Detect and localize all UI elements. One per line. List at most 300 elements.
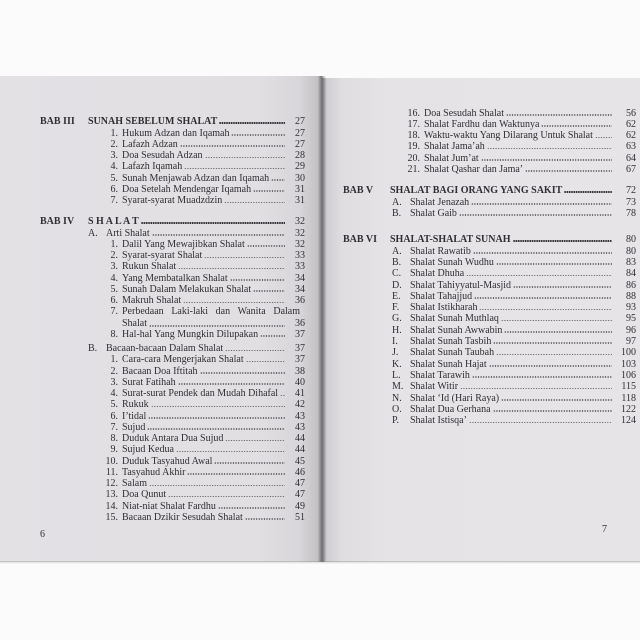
toc-chapter-row: [40, 216, 305, 227]
page-reference: 62: [626, 118, 636, 130]
toc-section-row: [343, 359, 636, 370]
leader-dots: [513, 240, 613, 242]
leader-dots: [493, 342, 612, 344]
leader-dots: [473, 252, 612, 254]
toc-item-row: [40, 411, 305, 422]
leader-dots: [506, 114, 612, 116]
item-title: Perbedaan Laki-laki dan Wanita Dalam Shalat: [122, 306, 300, 329]
leader-dots: [496, 354, 612, 356]
item-number: 10.: [105, 455, 118, 467]
page-reference: 84: [626, 268, 636, 280]
page-reference: 122: [621, 403, 636, 415]
item-title: I’tidal: [122, 410, 147, 422]
item-number: 7.: [110, 421, 118, 433]
page-reference: 31: [295, 183, 305, 195]
toc-section-row: [343, 280, 636, 291]
section-label: G.: [392, 313, 402, 325]
toc-item-row: [40, 306, 305, 329]
item-title: Sujud Kedua: [122, 444, 174, 456]
page-reference: 33: [295, 261, 305, 273]
page-number: 7: [602, 524, 607, 535]
page-reference: 115: [621, 381, 636, 393]
leader-dots: [148, 417, 285, 419]
item-number: 6.: [110, 295, 118, 307]
page-reference: 64: [626, 152, 636, 164]
toc-item-row: [40, 422, 305, 433]
item-number: 9.: [110, 444, 118, 456]
item-title: Syarat-syarat Muadzdzin: [122, 195, 223, 207]
leader-dots: [501, 320, 612, 322]
item-number: 15.: [105, 511, 118, 523]
leader-dots: [187, 473, 285, 475]
toc-item-row: [343, 130, 636, 141]
item-number: 3.: [110, 261, 118, 273]
leader-dots: [504, 331, 612, 333]
leader-dots: [178, 268, 285, 270]
item-title: Rukun Shalat: [122, 261, 177, 273]
toc-section-row: [40, 343, 305, 354]
toc-item-row: [40, 273, 305, 284]
toc-item-row: [40, 139, 305, 150]
toc-item-row: [40, 173, 305, 184]
page-reference: 44: [295, 433, 305, 445]
leader-dots: [479, 309, 612, 311]
item-title: Lafazh Adzan: [122, 138, 178, 150]
item-number: 2.: [110, 250, 118, 262]
item-number: 4.: [110, 161, 118, 173]
section-label: O.: [392, 403, 402, 415]
section-label: P.: [392, 415, 399, 427]
section-label: H.: [392, 324, 402, 336]
toc-section-row: [343, 404, 636, 415]
page-reference: 43: [295, 410, 305, 422]
leader-dots: [180, 145, 285, 147]
item-number: 2.: [110, 138, 118, 150]
page-reference: 34: [295, 272, 305, 284]
section-title: Shalat Tahajjud: [410, 290, 473, 302]
item-number: 8.: [110, 328, 118, 340]
section-label: D.: [392, 279, 402, 291]
toc-section-row: [343, 246, 636, 257]
leader-dots: [225, 440, 285, 442]
leader-dots: [469, 422, 612, 424]
page-reference: 47: [295, 478, 305, 490]
leader-dots: [253, 290, 285, 292]
page-reference: 27: [295, 127, 305, 139]
item-title: Waktu-waktu Yang Dilarang Untuk Shalat: [424, 130, 593, 142]
leader-dots: [493, 410, 612, 412]
chapter-title: SUNAH SEBELUM SHALAT: [88, 116, 218, 128]
item-number: 20.: [407, 152, 420, 164]
chapter-label: BAB V: [343, 185, 374, 197]
page-reference: 32: [295, 238, 305, 250]
leader-dots: [168, 496, 285, 498]
section-label: L.: [392, 369, 401, 381]
toc-item-row: [40, 388, 305, 399]
item-number: 13.: [105, 489, 118, 501]
item-title: Hal-hal Yang Mungkin Dilupakan: [122, 328, 259, 340]
chapter-label: BAB VI: [343, 234, 377, 246]
page-reference: 36: [295, 295, 305, 307]
page-reference: 44: [295, 444, 305, 456]
section-label: A.: [88, 227, 98, 239]
section-label: B.: [392, 207, 402, 219]
toc-section-row: [343, 381, 636, 392]
toc-section-row: [343, 313, 636, 324]
section-label: A.: [392, 196, 402, 208]
toc-item-row: [40, 295, 305, 306]
item-title: Shalat Fardhu dan Waktunya: [424, 118, 540, 130]
toc-item-row: [40, 467, 305, 478]
page-reference: 30: [295, 172, 305, 184]
item-title: Yang Membatalkan Shalat: [122, 272, 228, 284]
item-title: Sunah Dalam Melakukan Shalat: [122, 283, 252, 295]
item-number: 17.: [407, 118, 420, 130]
item-title: Syarat-syarat Shalat: [122, 250, 203, 262]
item-title: Rukuk: [122, 399, 149, 411]
item-title: Shalat Qashar dan Jama’: [424, 163, 524, 175]
toc-item-row: [40, 250, 305, 261]
item-title: Tasyahud Akhir: [122, 466, 186, 478]
leader-dots: [152, 234, 285, 236]
section-label: N.: [392, 392, 402, 404]
page-reference: 88: [626, 290, 636, 302]
item-title: Sunah Menjawab Adzan dan Iqamah: [122, 172, 270, 184]
item-title: Doa Sesudah Adzan: [122, 150, 203, 162]
section-label: K.: [392, 358, 402, 370]
leader-dots: [247, 245, 285, 247]
leader-dots: [541, 125, 612, 127]
toc-item-row: [40, 501, 305, 512]
page-reference: 63: [626, 141, 636, 153]
section-label: B.: [88, 343, 98, 355]
toc-item-row: [40, 433, 305, 444]
item-number: 1.: [110, 354, 118, 366]
toc-item-row: [343, 153, 636, 164]
toc-section-row: [343, 393, 636, 404]
toc-item-row: [40, 161, 305, 172]
leader-dots: [271, 179, 285, 181]
page-reference: 28: [295, 150, 305, 162]
section-title: Shalat Sunah Wudhu: [410, 256, 494, 268]
toc-section-row: [343, 197, 636, 208]
toc-chapter-row: [343, 185, 636, 196]
leader-dots: [151, 406, 285, 408]
section-label: B.: [392, 256, 402, 268]
toc-item-row: [343, 119, 636, 130]
item-title: Sujud: [122, 421, 146, 433]
leader-dots: [245, 518, 285, 520]
section-title: Shalat Witir: [410, 381, 459, 393]
toc-item-row: [40, 284, 305, 295]
leader-dots: [225, 350, 285, 352]
toc-item-row: [343, 164, 636, 175]
page-reference: 106: [621, 369, 636, 381]
section-title: Shalat Sunah Hajat: [410, 358, 487, 370]
toc-item-row: [40, 184, 305, 195]
page-reference: 37: [295, 343, 305, 355]
leader-dots: [204, 257, 285, 259]
toc-item-row: [40, 329, 305, 340]
toc-section-row: [343, 291, 636, 302]
item-title: Duduk Tasyahud Awal: [122, 455, 213, 467]
toc-item-row: [40, 478, 305, 489]
item-title: Surat-surat Pendek dan Mudah Dihafal: [122, 388, 279, 400]
page-reference: 41: [295, 388, 305, 400]
item-title: Niat-niat Shalat Fardhu: [122, 500, 216, 512]
toc-item-row: [40, 261, 305, 272]
item-number: 16.: [407, 107, 420, 119]
item-title: Shalat Jum’at: [424, 152, 479, 164]
leader-dots: [513, 286, 612, 288]
item-title: Hukum Adzan dan Iqamah: [122, 127, 230, 139]
page-reference: 32: [295, 216, 305, 228]
item-number: 21.: [407, 163, 420, 175]
leader-dots: [460, 388, 612, 390]
toc-item-row: [40, 195, 305, 206]
table-of-contents-right: [343, 108, 636, 427]
section-title: Shalat Dhuha: [410, 268, 465, 280]
item-number: 8.: [110, 433, 118, 445]
chapter-label: BAB IV: [40, 216, 75, 228]
leader-dots: [471, 203, 612, 205]
page-reference: 40: [295, 376, 305, 388]
leader-dots: [176, 451, 285, 453]
toc-item-row: [40, 150, 305, 161]
page-reference: 97: [626, 336, 636, 348]
item-number: 12.: [105, 478, 118, 490]
item-number: 14.: [105, 500, 118, 512]
toc-section-row: [343, 257, 636, 268]
page-reference: 83: [626, 256, 636, 268]
toc-section-row: [343, 415, 636, 426]
page-reference: 100: [621, 347, 636, 359]
section-title: Shalat Istisqa’: [410, 415, 467, 427]
leader-dots: [205, 157, 285, 159]
page-reference: 27: [295, 138, 305, 150]
item-number: 5.: [110, 399, 118, 411]
leader-dots: [219, 122, 285, 124]
toc-item-row: [40, 354, 305, 365]
section-title: Shalat Tarawih: [410, 369, 470, 381]
toc-item-row: [40, 489, 305, 500]
section-title: Shalat Gaib: [410, 207, 457, 219]
section-title: Arti Shalat: [106, 227, 150, 239]
page-reference: 103: [621, 358, 636, 370]
item-title: Makruh Shalat: [122, 295, 182, 307]
chapter-label: BAB III: [40, 116, 75, 128]
book-spine: [318, 76, 326, 562]
item-title: Surat Fatihah: [122, 376, 176, 388]
chapter-title: SHALAT-SHALAT SUNAH: [390, 234, 511, 246]
item-number: 7.: [110, 195, 118, 207]
section-title: Shalat Istikharah: [410, 302, 478, 314]
page-reference: 42: [295, 399, 305, 411]
page-edge-shadow: [0, 561, 640, 564]
toc-section-row: [343, 268, 636, 279]
leader-dots: [474, 297, 612, 299]
toc-chapter-row: [343, 234, 636, 245]
page-reference: 47: [295, 489, 305, 501]
leader-dots: [481, 159, 612, 161]
section-title: Shalat Tahiyyatul-Masjid: [410, 279, 512, 291]
page-reference: 72: [626, 185, 636, 197]
leader-dots: [147, 428, 285, 430]
item-title: Dalil Yang Mewajibkan Shalat: [122, 238, 245, 250]
item-title: Shalat Jama’ah: [424, 141, 485, 153]
item-number: 4.: [110, 272, 118, 284]
section-label: C.: [392, 268, 402, 280]
page-reference: 51: [295, 511, 305, 523]
leader-dots: [280, 395, 285, 397]
chapter-title: S H A L A T: [88, 216, 139, 228]
leader-dots: [149, 325, 285, 327]
section-title: Shalat ‘Id (Hari Raya): [410, 392, 500, 404]
toc-section-row: [343, 370, 636, 381]
item-title: Salam: [122, 478, 147, 490]
section-label: E.: [392, 290, 401, 302]
section-title: Shalat Rawatib: [410, 245, 471, 257]
leader-dots: [253, 190, 285, 192]
item-title: Bacaan Doa Iftitah: [122, 365, 198, 377]
page-reference: 49: [295, 500, 305, 512]
section-title: Shalat Sunah Taubah: [410, 347, 495, 359]
page-number: 6: [40, 529, 45, 540]
section-title: Shalat Jenazah: [410, 196, 470, 208]
page-reference: 96: [626, 324, 636, 336]
leader-dots: [459, 214, 612, 216]
section-label: J.: [392, 347, 399, 359]
item-number: 5.: [110, 172, 118, 184]
leader-dots: [231, 134, 285, 136]
toc-item-row: [40, 239, 305, 250]
toc-item-row: [40, 444, 305, 455]
section-label: F.: [392, 302, 400, 314]
leader-dots: [472, 376, 612, 378]
toc-chapter-row: [40, 116, 305, 127]
leader-dots: [466, 275, 612, 277]
leader-dots: [141, 222, 285, 224]
toc-item-row: [343, 108, 636, 119]
toc-item-row: [343, 141, 636, 152]
toc-item-row: [40, 456, 305, 467]
leader-dots: [178, 383, 285, 385]
leader-dots: [487, 148, 612, 150]
table-of-contents-left: [40, 116, 305, 523]
toc-section-row: [343, 302, 636, 313]
item-number: 2.: [110, 365, 118, 377]
page-reference: 80: [626, 245, 636, 257]
item-title: Doa Setelah Mendengar Iqamah: [122, 183, 252, 195]
page-reference: 86: [626, 279, 636, 291]
item-number: 6.: [110, 410, 118, 422]
leader-dots: [149, 485, 285, 487]
item-title: Doa Qunut: [122, 489, 167, 501]
leader-dots: [246, 361, 285, 363]
page-reference: 27: [295, 116, 305, 128]
toc-item-row: [40, 377, 305, 388]
item-title: Lafazh Iqamah: [122, 161, 183, 173]
toc-section-row: [343, 347, 636, 358]
page-reference: 29: [295, 161, 305, 173]
toc-item-row: [40, 512, 305, 523]
leader-dots: [214, 462, 285, 464]
page-reference: 95: [626, 313, 636, 325]
item-number: 18.: [407, 130, 420, 142]
toc-item-row: [40, 128, 305, 139]
section-title: Shalat Dua Gerhana: [410, 403, 491, 415]
leader-dots: [260, 335, 285, 337]
page-reference: 32: [295, 227, 305, 239]
section-title: Bacaan-bacaan Dalam Shalat: [106, 343, 224, 355]
leader-dots: [218, 507, 285, 509]
item-title: Doa Sesudah Shalat: [424, 107, 504, 119]
leader-dots: [564, 191, 612, 193]
toc-section-row: [343, 208, 636, 219]
item-number: 1.: [110, 127, 118, 139]
leader-dots: [183, 302, 285, 304]
section-title: Shalat Sunah Tasbih: [410, 336, 492, 348]
page-reference: 37: [295, 354, 305, 366]
leader-dots: [184, 168, 285, 170]
page-reference: 78: [626, 207, 636, 219]
item-number: 7.: [110, 306, 118, 318]
page-reference: 34: [295, 283, 305, 295]
page-reference: 37: [295, 328, 305, 340]
page-reference: 93: [626, 302, 636, 314]
item-number: 4.: [110, 388, 118, 400]
item-number: 11.: [105, 466, 118, 478]
chapter-title: SHALAT BAGI ORANG YANG SAKIT: [390, 185, 563, 197]
leader-dots: [496, 263, 612, 265]
leader-dots: [525, 170, 612, 172]
item-number: 3.: [110, 150, 118, 162]
leader-dots: [595, 137, 612, 139]
leader-dots: [230, 279, 285, 281]
page-reference: 31: [295, 195, 305, 207]
section-label: I.: [392, 336, 398, 348]
leader-dots: [489, 365, 612, 367]
page-reference: 73: [626, 196, 636, 208]
item-number: 1.: [110, 238, 118, 250]
item-title: Cara-cara Mengerjakan Shalat: [122, 354, 244, 366]
section-title: Shalat Sunah Muthlaq: [410, 313, 499, 325]
toc-section-row: [40, 228, 305, 239]
page-reference: 118: [621, 392, 636, 404]
item-number: 19.: [407, 141, 420, 153]
page-reference: 46: [295, 466, 305, 478]
page-reference: 33: [295, 250, 305, 262]
leader-dots: [200, 372, 285, 374]
leader-dots: [224, 202, 285, 204]
item-title: Bacaan Dzikir Sesudah Shalat: [122, 511, 243, 523]
item-title: Duduk Antara Dua Sujud: [122, 433, 224, 445]
page-reference: 124: [621, 415, 636, 427]
leader-dots: [501, 399, 612, 401]
page-reference: 67: [626, 163, 636, 175]
toc-item-row: [40, 366, 305, 377]
page-reference: 36: [295, 317, 305, 329]
page-reference: 38: [295, 365, 305, 377]
page-reference: 43: [295, 421, 305, 433]
section-label: M.: [392, 381, 404, 393]
section-title: Shalat Sunah Awwabin: [410, 324, 503, 336]
page-reference: 56: [626, 107, 636, 119]
page-reference: 80: [626, 234, 636, 246]
toc-section-row: [343, 336, 636, 347]
item-number: 5.: [110, 283, 118, 295]
toc-item-row: [40, 399, 305, 410]
